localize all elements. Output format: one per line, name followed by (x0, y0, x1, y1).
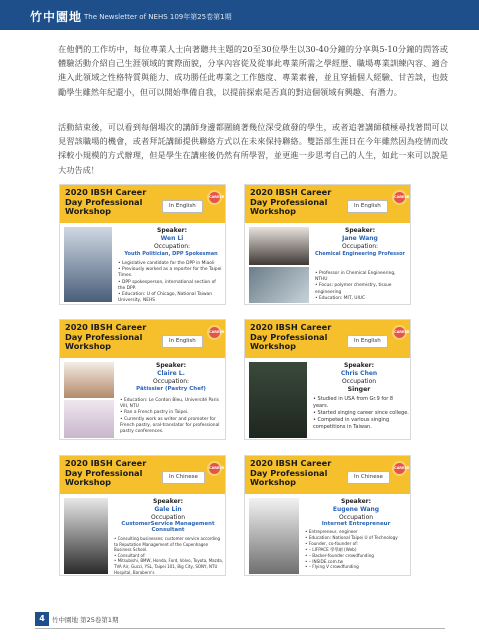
language-badge: In English (347, 335, 388, 348)
speaker-photo (64, 498, 108, 574)
speaker-label: Speaker: (344, 362, 374, 369)
newsletter-subtitle: The Newsletter of NEHS 109年第25卷第1期 (84, 13, 232, 21)
bullet-item: • Consultant of: (114, 553, 224, 559)
footer-divider (35, 628, 445, 629)
occupation-label: Occupation (338, 514, 374, 521)
speaker-label: Speaker: (341, 498, 371, 505)
bullet-item: • DPP spokesperson, international section of the DPP. (118, 280, 224, 292)
bullet-item: • Education: National Taipei U of Technology (305, 535, 409, 541)
card-banner (245, 456, 410, 494)
speaker-photo (249, 227, 309, 265)
occupation-title: Pâtissier (Pastry Chef) (136, 386, 206, 392)
speaker-photo (249, 498, 299, 574)
bullet-item: • – Flying V crowdfunding (305, 564, 409, 570)
book-cover-photo (64, 400, 114, 438)
bullet-item: • – Backer-founder crowdfunding (305, 553, 409, 559)
card-banner (60, 320, 225, 358)
occupation-label: Occupation: (153, 243, 191, 250)
bullet-item: • Ran a French pastry in Taipei. (120, 410, 224, 416)
occupation-label: Occupation: (152, 378, 190, 385)
speaker-photo (64, 227, 112, 302)
card-title: 2020 IBSH Career Day Professional Workshop (65, 458, 147, 487)
newsletter-logo: 竹中園地 (30, 10, 83, 24)
career-logo-icon: CAREER (392, 461, 407, 476)
language-badge: In English (162, 200, 203, 213)
speaker-name: Claire L. (157, 370, 185, 377)
career-logo-icon: CAREER (207, 461, 222, 476)
occupation-label: Occupation (341, 378, 377, 385)
speaker-bullets (114, 536, 224, 575)
career-logo-icon: CAREER (207, 325, 222, 340)
speaker-bullets (315, 271, 409, 302)
bullet-item: • Education: U of Chicago, National Taiwan University, NEHS (118, 292, 224, 304)
card-banner (60, 185, 225, 223)
speaker-bullets (305, 529, 409, 570)
card-title: 2020 IBSH Career Day Professional Workshop (250, 458, 332, 487)
bullet-item: • Mitsubishi, BMW, Honda, Ford, Volvo, Toyota, Mazda, TVA Air, Gucci, YSL, Taipei 101, Big City, SONY, NTU Hospital, Barabern's (114, 558, 224, 575)
bullet-item: • Education: Le Cordon Bleu, Université Paris VIII, NTU (120, 398, 224, 410)
speaker-bullets (118, 261, 224, 304)
speaker-name: Gale Lin (154, 506, 182, 513)
speaker-photo (249, 362, 307, 438)
card-banner (60, 456, 225, 494)
occupation-title: Youth Politician, DPP Spokesman (124, 251, 218, 257)
bullet-item: • Consulting businesses; customer service according to Reputation Management of the Copenhagen Business School. (114, 536, 224, 553)
bullet-item: • Education: MIT, UIUC (315, 296, 409, 302)
workshop-card-jane-wang (244, 184, 411, 305)
card-banner (245, 185, 410, 223)
bullet-item: • – INSIDE.com.tw (305, 559, 409, 565)
speaker-label: Speaker: (156, 362, 186, 369)
workshop-card-chris-chen (244, 319, 411, 440)
footer-text: 竹中園地 第25卷第1期 (52, 616, 119, 624)
language-badge: In Chinese (347, 471, 390, 484)
page-number: 4 (35, 612, 49, 626)
bullet-item: • Legislative candidate for the DPP in Miaoli (118, 261, 224, 267)
card-title: 2020 IBSH Career Day Professional Workshop (250, 322, 332, 351)
bullet-item: • Competed in various singing competitions in Taiwan. (313, 417, 409, 431)
occupation-title: Internet Entrepreneur (321, 521, 391, 527)
bullet-item: • Founder, co-founder of: (305, 541, 409, 547)
language-badge: In English (347, 200, 388, 213)
speaker-bullets (120, 398, 224, 435)
bullet-item: • Focus: polymer chemistry, tissue engineering (315, 283, 409, 295)
paragraph-2: 活動結束後，可以看到每個場次的講師身邊都圍繞著幾位深受啟發的學生，或者追著講師積極尋找著問可以見習該職場的機會，或者拜託講師提供聯絡方式以在未來保持聯絡。雙語部生涯日在今年雖然因為疫情而改採較小規模的方式辦理，但是學生在講座後仍然有所學習，並更進一步思考自己的人生，如此一來可以說是大功告成！ (58, 122, 448, 175)
career-logo-icon: CAREER (392, 190, 407, 205)
language-badge: In Chinese (162, 471, 205, 484)
speaker-name: Jane Wang (342, 235, 378, 242)
speaker-label: Speaker: (345, 227, 375, 234)
speaker-bullets (313, 396, 409, 431)
workshop-card-wen-li (59, 184, 226, 305)
language-badge: In English (162, 335, 203, 348)
occupation-title: Singer (347, 386, 371, 393)
bullet-item: • Entrepreneur, engineer (305, 529, 409, 535)
occupation-label: Occupation: (341, 243, 379, 250)
bullet-item: • Studied in USA from Gr.9 for 8 years. (313, 396, 409, 410)
card-title: 2020 IBSH Career Day Professional Workshop (65, 322, 147, 351)
pastry-photo (64, 362, 114, 398)
workshop-card-claire (59, 319, 226, 440)
occupation-label: Occupation (150, 514, 186, 521)
bullet-item: • – LIFPACE 學學網 (Web) (305, 547, 409, 553)
lab-photo (249, 267, 309, 303)
page-header (0, 0, 479, 30)
workshop-card-gale-lin (59, 455, 226, 576)
bullet-item: • Previously worked as a reporter for the Taipei Times. (118, 267, 224, 279)
workshop-card-eugene-wang (244, 455, 411, 576)
speaker-name: Chris Chen (340, 370, 378, 377)
bullet-item: • Currently work as writer and promoter for French pastry, oral-translator for professional pastry conferences. (120, 417, 224, 436)
card-title: 2020 IBSH Career Day Professional Workshop (250, 187, 332, 216)
occupation-title: CustomerService Management Consultant (121, 521, 215, 533)
bullet-item: • Professor in Chemical Engineering, NTHU (315, 271, 409, 283)
paragraph-1: 在他們的工作坊中，每位專業人士向著聽共主題的20至30位學生以30-40分鐘的分享與5-10分鐘的問答或體驗活動介紹自己生涯領域的實際面貌，分享內容從及從事此專業所需之學經歷、職場專業訓練內容、適合進入此領域之性格特質與能力、成功勝任此專業之工作態度、專業素養，並且穿插個人經驗、甘苦談，也鼓勵學生雖然年紀還小，但可以開始準備自我，以提前探索是否真的對這個領域有興趣、有潛力。 (58, 44, 448, 97)
bullet-item: • Started singing career since college. (313, 410, 409, 417)
card-title: 2020 IBSH Career Day Professional Workshop (65, 187, 147, 216)
career-logo-icon: CAREER (392, 325, 407, 340)
occupation-title: Chemical Engineering Professor (315, 251, 405, 257)
speaker-name: Eugene Wang (332, 506, 380, 513)
speaker-name: Wen Li (160, 235, 184, 242)
career-logo-icon: CAREER (207, 190, 222, 205)
speaker-label: Speaker: (157, 227, 187, 234)
card-banner (245, 320, 410, 358)
speaker-label: Speaker: (153, 498, 183, 505)
